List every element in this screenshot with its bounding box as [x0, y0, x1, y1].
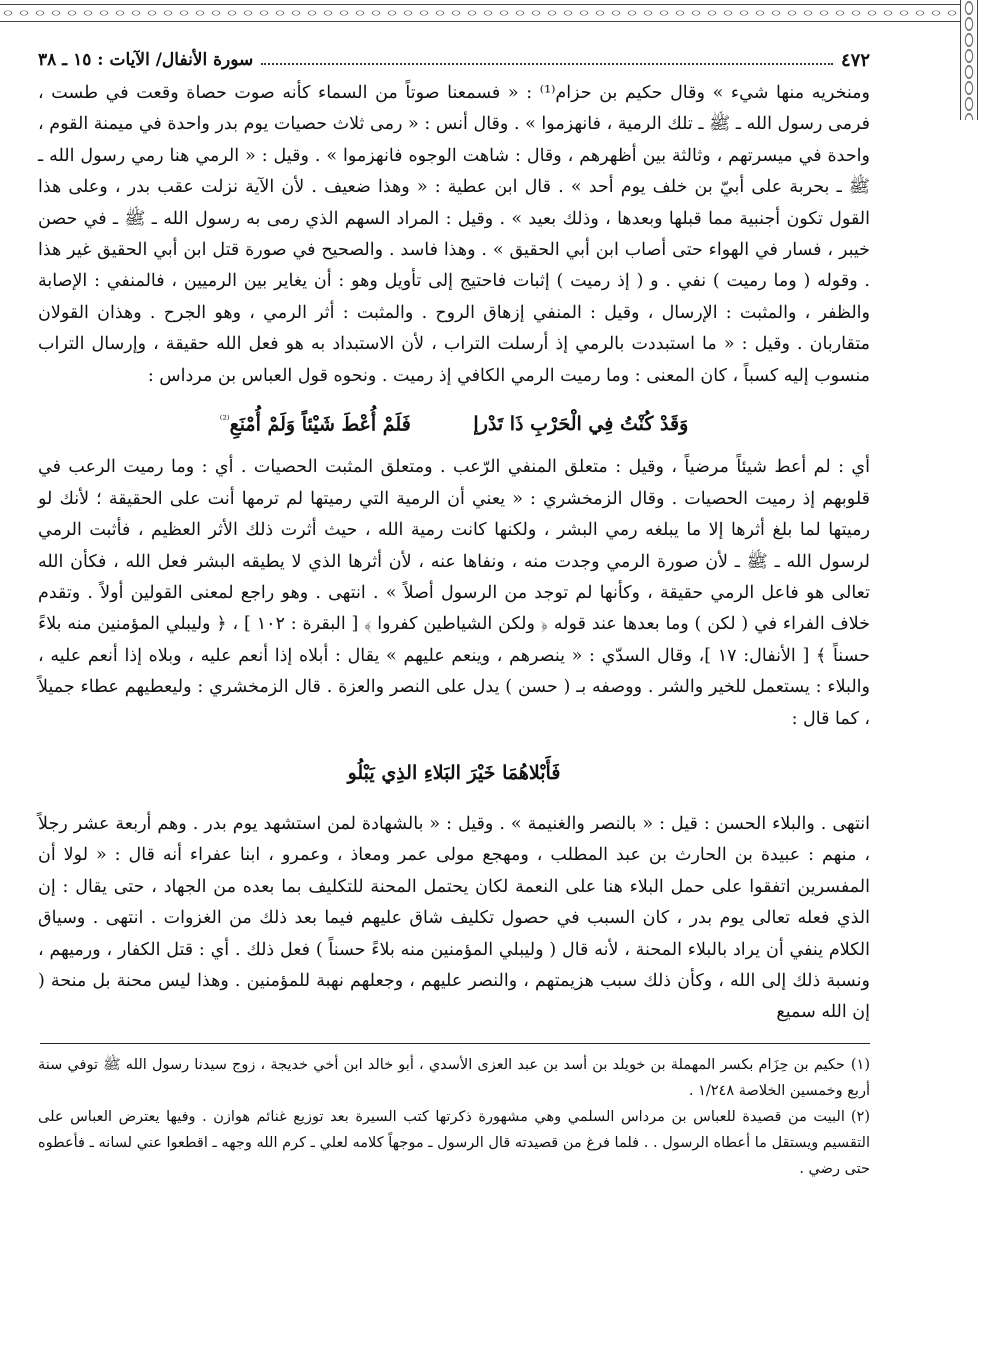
- ornamental-border-top: [0, 4, 960, 22]
- footnote-number: (١): [850, 1056, 870, 1073]
- footnote-separator: [40, 1043, 870, 1044]
- ornamental-border-right: [960, 0, 978, 120]
- footnote-text: البيت من قصيدة للعباس بن مرداس السلمي وهي مشهورة ذكرتها كتب السيرة بعد توزيع غنائم هوازن . وفيها يعترض العباس على التقسيم ويستقل ما أعطاه الرسول . . فلما فرغ من قصيدته قال الرسول ـ موجهاً كلامه لعلي ـ كرم الله وجهه ـ اقطعوا عني لسانه ـ فأعطوه حتى رضي .: [38, 1108, 870, 1177]
- body-paragraph-2: أي : لم أعط شيئاً مرضياً ، وقيل : متعلق المنفي الرّعب . ومتعلق المثبت الحصيات . أي : وما رميت الرعب في قلوبهم إذ رميت الحصيات . وقال الزمخشري : « يعني أن الرمية التي رميتها لم ترمها أنت على الحقيقة ؛ لأنك لو رميتها لما بلغ أثرها إلا ما يبلغه رمي البشر ، ولكنها كانت رمية الله ، حيث أثرت ذلك الأثر العظيم ، فأثبت الرمي لرسول الله ـ ﷺ ـ لأن صورة الرمي وجدت منه ، ونفاها عنه ، لأن أثرها الذي لا يطيقه البشر فعل الله ، فكأن الله تعالى هو فاعل الرمي حقيقة ، وكأنها لم توجد من الرسول أصلاً » . انتهى . وهو راجع لمعنى القولين أولاً . وتقدم خلاف الفراء في ( لكن ) وما بعدها عند قوله ﴿ ولكن الشياطين كفروا ﴾ [ البقرة : ١٠٢ ] ، ﴿ وليبلي المؤمنين منه بلاءً حسناً ﴾ [ الأنفال: ١٧ ]، وقال السدّي : « ينصرهم ، وينعم عليهم » يقال : أبلاه إذا أنعم عليه ، وبلاه إذا أنعم عليه ، والبلاء : يستعمل للخير والشر . ووصفه بـ ( حسن ) يدل على النصر والعزة . قال الزمخشري : وليعطيهم عطاء جميلاً ، كما قال :: [38, 457, 871, 729]
- poetry-verse-2: فَأَبْلاهُمَا خَيْرَ البَلاءِ الذِي يَبْلُو: [347, 762, 561, 785]
- verse-second-text: فَلَمْ أُعْطَ شَيْئاً وَلَمْ أُمْنَعِ: [229, 413, 411, 436]
- footnote-number: (٢): [850, 1108, 870, 1125]
- header-dot-leader: [261, 63, 833, 65]
- page: [38, 42, 870, 1182]
- page-number: ٤٧٢: [840, 49, 870, 71]
- body-paragraph-1: ومنخريه منها شيء » وقال حكيم بن حزام⁽¹⁾ : « فسمعنا صوتاً من السماء كأنه صوت حصاة وقعت في طست ، فرمى رسول الله ـ ﷺ ـ تلك الرمية ، فانهزموا » . وقال أنس : « رمى ثلاث حصيات يوم بدر واحدة في ميمنة القوم ، واحدة في ميسرتهم ، وثالثة بين أظهرهم ، وقال : شاهت الوجوه فانهزموا » . وقيل : « الرمي هنا رمي رسول الله ـ ﷺ ـ بحربة على أبيّ بن خلف يوم أحد » . قال ابن عطية : « وهذا ضعيف . لأن الآية نزلت عقب بدر ، وعلى هذا القول تكون أجنبية مما قبلها وبعدها ، وذلك بعيد » . وقيل : المراد السهم الذي رمى به رسول الله ـ ﷺ ـ في حصن خيبر ، فسار في الهواء حتى أصاب ابن أبي الحقيق » . وهذا فاسد . والصحيح في صورة قتل ابن أبي الحقيق غير هذا . وقوله ( وما رميت ) نفي . و ( إذ رميت ) إثبات فاحتيج إلى تأويل وهو : أن يغاير بين الرميين ، فالمنفي : الإصابة والظفر ، والمثبت : الإرسال ، وقيل : المنفي إزهاق الروح . والمثبت : أثر الرمي ، وهو الجرح . وهذان القولان متقاربان . وقيل : « ما استبددت بالرمي إذ أرسلت التراب ، لأن الاستبداد به هو فعل الله حقيقة ، وإرسال التراب منسوب إليه كسباً ، كان المعنى : وما رميت الرمي الكافي إذ رميت . ونحوه قول العباس بن مرداس :: [38, 83, 871, 386]
- running-header: [38, 42, 870, 78]
- body-paragraph-3: انتهى . والبلاء الحسن : قيل : « بالنصر والغنيمة » . وقيل : « بالشهادة لمن استشهد يوم بدر . وهم أربعة عشر رجلاً ، منهم : عبيدة بن الحارث بن عبد المطلب ، ومهجع مولى عمر ومعاذ ، وعمرو ، ابنا عفراء أنه قال : « لولا أن المفسرين اتفقوا على حمل البلاء هنا على النعمة لكان يحتمل المحنة للتكليف بما بعده من الجهاد ، حتى يقال : إن الذي فعله تعالى يوم بدر ، كان السبب في حصول تكليف شاق عليهم فيما بعد ذلك من الغزوات . انتهى . وسياق الكلام ينفي أن يراد بالبلاء المحنة ، لأنه قال ( وليبلي المؤمنين منه بلاءً حسناً ) فعل ذلك . أي : قتل الكفار ، ورميهم ، ونسبة ذلك إلى الله ، وكأن ذلك سبب هزيمتهم ، والنصر عليهم ، وجعلهم نهبة للمؤمنين . وهذا ليس محنة بل منحة ( إن الله سميع: [38, 814, 870, 1023]
- poetry-verse-1: [38, 400, 870, 444]
- verse-second-hemistich: [220, 400, 411, 444]
- verse-first-hemistich: وَقَدْ كُنْتُ فِي الْحَرْبِ ذَا تَدْرإ: [473, 413, 689, 436]
- sura-title: سورة الأنفال/ الآيات : ١٥ ـ ٣٨: [38, 50, 254, 70]
- footnote-1: [38, 1052, 870, 1104]
- footnote-2: [38, 1104, 870, 1182]
- footnote-marker-2: ⁽²⁾: [219, 413, 230, 427]
- footnote-text: حكيم بن حِزَام بكسر المهملة بن خويلد بن أسد بن عبد العزى الأسدي ، أبو خالد ابن أخي خديجة ، زوج سيدنا رسول الله ﷺ توفي سنة أربع وخمسين الخلاصة ١/٢٤٨ .: [38, 1056, 870, 1099]
